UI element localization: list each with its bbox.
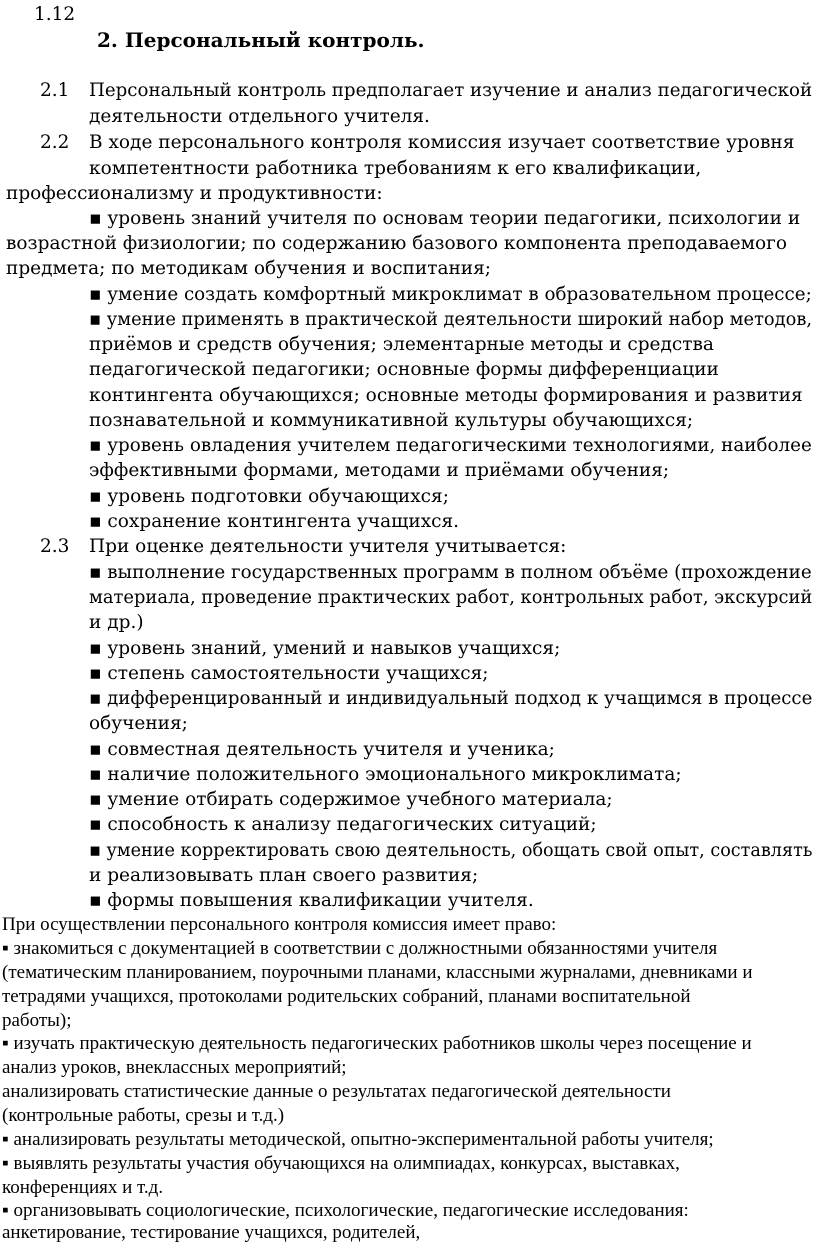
para-2-3-bullet: ▪ формы повышения квалификации учителя. [89, 890, 534, 911]
rights-line: При осуществлении персонального контроля комиссия имеет право: [2, 914, 557, 935]
para-2-3-bullet: ▪ наличие положительного эмоционального микроклимата; [89, 764, 682, 785]
rights-line: работы); [2, 1010, 72, 1031]
rights-bullet: ▪ анализировать результаты методической, опытно-экспериментальной работы учителя; [2, 1129, 714, 1150]
rights-line: тетрадями учащихся, протоколами родительских собраний, планами воспитательной [2, 986, 691, 1007]
para-2-2-line: компетентности работника требованиям к его квалификации, [89, 158, 702, 179]
rights-line: анкетирование, тестирование учащихся, родителей, [2, 1222, 421, 1243]
para-2-3-line: и реализовывать план своего развития; [89, 865, 479, 886]
para-2-2-line: профессионализму и продуктивности: [6, 183, 383, 204]
para-2-2-bullet: ▪ уровень овладения учителем педагогическими технологиями, наиболее [89, 435, 812, 456]
rights-line: анализ уроков, внеклассных мероприятий; [2, 1057, 347, 1078]
para-2-2-line: возрастной физиологии; по содержанию базового компонента преподаваемого [6, 233, 787, 254]
para-2-3-bullet: ▪ умение корректировать свою деятельность, обощать свой опыт, составлять [89, 840, 813, 861]
para-2-2-line: педагогической педагогики; основные формы дифференциации [89, 359, 719, 380]
para-2-2-line: приёмов и средств обучения; элементарные методы и средства [89, 334, 714, 355]
rights-line: анализировать статистические данные о результатах педагогической деятельности [2, 1081, 671, 1102]
para-2-3-line: материала, проведение практических работ, контрольных работ, экскурсий [89, 587, 813, 608]
rights-bullet: ▪ изучать практическую деятельность педагогических работников школы через посещение и [2, 1033, 752, 1054]
para-2-2-line: познавательной и коммуникативной культуры обучающихся; [89, 410, 694, 431]
para-2-2-bullet: ▪ уровень подготовки обучающихся; [89, 486, 449, 507]
para-2-3-bullet: ▪ уровень знаний, умений и навыков учащихся; [89, 638, 561, 659]
para-2-3-bullet: ▪ совместная деятельность учителя и ученика; [89, 739, 555, 760]
para-2-3-line: и др.) [89, 612, 144, 633]
para-2-3-line: При оценке деятельности учителя учитывается: [89, 536, 567, 557]
para-2-2-line: контингента обучающихся; основные методы формирования и развития [89, 385, 803, 406]
rights-bullet: ▪ организовывать социологические, психологические, педагогические исследования: [2, 1200, 689, 1221]
rights-line: (тематическим планированием, поурочными планами, классными журналами, дневниками и [2, 962, 753, 983]
section-title: 2. Персональный контроль. [97, 28, 425, 52]
para-2-3-bullet: ▪ способность к анализу педагогических ситуаций; [89, 814, 597, 835]
para-2-2-number: 2.2 [40, 132, 70, 153]
rights-bullet: ▪ знакомиться с документацией в соответствии с должностными обязанностями учителя [2, 938, 718, 959]
rights-line: конференциях и т.д. [2, 1177, 164, 1198]
para-2-2-bullet: ▪ сохранение контингента учащихся. [89, 511, 460, 532]
para-2-2-line: предмета; по методикам обучения и воспитания; [6, 258, 492, 279]
para-2-2-line: эффективными формами, методами и приёмами обучения; [89, 460, 670, 481]
para-2-3-number: 2.3 [40, 536, 70, 557]
para-2-1-number: 2.1 [40, 80, 70, 101]
para-2-2-bullet: ▪ умение создать комфортный микроклимат в образовательном процессе; [89, 284, 812, 305]
para-2-3-bullet: ▪ умение отбирать содержимое учебного материала; [89, 789, 613, 810]
para-2-3-bullet: ▪ дифференцированный и индивидуальный подход к учащимся в процессе [89, 688, 813, 709]
para-2-3-bullet: ▪ степень самостоятельности учащихся; [89, 663, 489, 684]
para-2-3-bullet: ▪ выполнение государственных программ в полном объёме (прохождение [89, 562, 812, 583]
para-2-2-bullet: ▪ уровень знаний учителя по основам теории педагогики, психологии и [89, 208, 801, 229]
para-2-2-bullet: ▪ умение применять в практической деятельности широкий набор методов, [89, 309, 813, 330]
para-2-1-line: деятельности отдельного учителя. [89, 106, 430, 127]
para-2-3-line: обучения; [89, 713, 188, 734]
top-number: 1.12 [34, 4, 76, 25]
para-2-1-line: Персональный контроль предполагает изучение и анализ педагогической [89, 80, 813, 101]
para-2-2-line: В ходе персонального контроля комиссия изучает соответствие уровня [89, 132, 795, 153]
rights-bullet: ▪ выявлять результаты участия обучающихся на олимпиадах, конкурсах, выставках, [2, 1153, 680, 1174]
rights-line: (контрольные работы, срезы и т.д.) [2, 1105, 285, 1126]
